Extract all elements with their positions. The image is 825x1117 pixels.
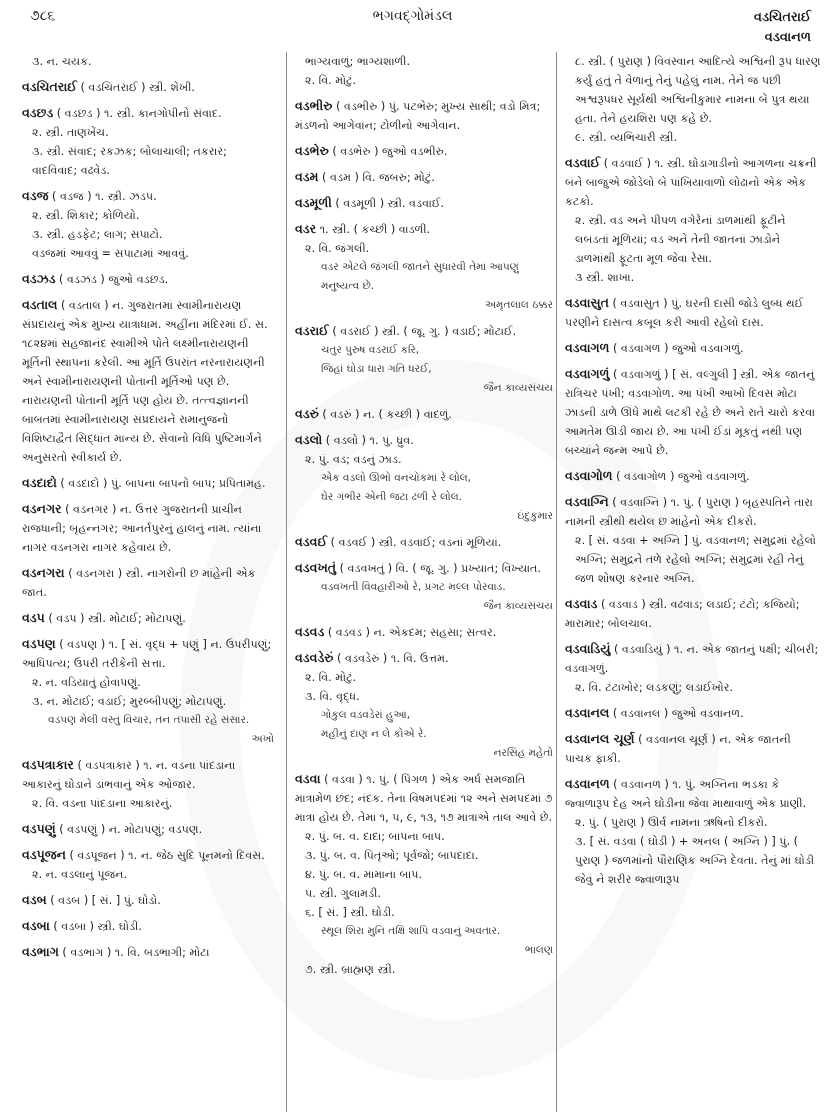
definition-text: ૩. પું. બ. વ. પિતૃઓ; પૂર્વજો; બાપદાદા. [305, 849, 479, 862]
dictionary-columns [0, 52, 825, 1117]
quotation-source: જૈન કાવ્યસંચય [483, 600, 553, 612]
definition-text: ( વડતાલ ) ન. ગુજરાતમાં સ્વામીનારાયણ સંપ્રદાયનું એક મુખ્ય યાત્રાધામ. અહીંના મંદિરમાં ઈ. સ. ૧૮૨૪માં સહજાનંદ સ્વામીએ પોતે લક્ષ્મીનારાયણની મૂર્તિની સ્થાપના કરેલી. આ મૂર્તિ ઉપરાંત નરનારાયણની અને સ્વામીનારાયણની પોતાની મૂર્તિઓ પણ છે. નારાયણની પોતાની મૂર્તિ પણ હોય છે. તત્ત્વજ્ઞાનની બાબતમાં સ્વામીનારાયણ સંપ્રદાયને રામાનુજનો વિશિષ્ટાદ્વૈત સિદ્ધાંત માન્ય છે. સેવાનો વિધિ પુષ્ટિમાર્ગને અનુસરતો સ્વીકાર્ય છે. [22, 299, 268, 464]
quotation-source: નરસિંહ મહેતો [493, 747, 553, 759]
definition-text: ૨. પું. બ. વ. દાદા; બાપના બાપ. [305, 830, 445, 843]
dictionary-entry [22, 103, 274, 180]
headword: વડરું [295, 406, 319, 421]
headword: વડવડ [295, 624, 325, 639]
definition-text: ( વડદાદો ) પું. બાપના બાપનો બાપ; પ્રપિતામહ. [60, 477, 266, 490]
headword: વડવાગોળ [565, 468, 613, 483]
headword: વડવાનલ [565, 705, 610, 720]
dictionary-entry [565, 52, 821, 147]
headword: વડરાઈ [295, 323, 329, 338]
definition-text: ( વડભેરુ ) જુઓ વડભીરુ. [332, 145, 448, 158]
definition-text: ૯. સ્ત્રી. વ્યભિચારી સ્ત્રી. [575, 131, 678, 144]
definition-text: ( વડઝડ ) જુઓ વડછડ. [59, 273, 169, 286]
definition-text: ૫. સ્ત્રી. ગુલામડી. [305, 887, 381, 900]
quotation-source: અખો [251, 733, 274, 745]
column-3 [556, 52, 821, 1112]
headword: વડવઈ [295, 534, 328, 549]
definition-text: ( વડરાઈ ) સ્ત્રી. ( જૂ. ગુ. ) વડાઈ; મોટાઈ. [332, 325, 517, 338]
dictionary-entry [22, 890, 274, 910]
definition-text: ૨. સ્ત્રી. તાણખેંચ. [32, 126, 109, 139]
dictionary-entry [295, 219, 553, 315]
dictionary-entry [565, 364, 821, 460]
definition-text: ૩. વિ. વૃદ્ધ. [305, 690, 360, 703]
definition-text: ( વડવાઈ ) ૧. સ્ત્રી. ઘોડાગાડીનો આગળના ચક્રની બંને બાજુએ જોડેલો બે પાંખિયાવાળો લોઢાનો એક એક કટકો. [565, 157, 817, 208]
headword: વડભાગ [22, 944, 59, 959]
dictionary-entry [565, 153, 821, 287]
definition-text: ( વડલો ) ૧. પું. ધ્રુવ. [325, 434, 414, 447]
quotation: એક વડલો ઊભો વનચોકમાં રે લોલ, [321, 472, 471, 484]
headword: વડવડેરું [295, 650, 334, 665]
headword: વડવાનળ [565, 776, 610, 791]
headword: વડવા [295, 771, 321, 786]
dictionary-entry [22, 186, 274, 263]
dictionary-entry [295, 141, 553, 161]
definition-text: ( વડનગર ) ન. ઉત્તર ગુજરાતની પ્રાચીન રાજધાની; બૃહન્નગર; આનર્તપુરનું હાલનું નામ. ત્યાંના નાગર વડનગરા નાગર કહેવાય છે. [22, 503, 262, 554]
definition-text: ( વડપણું ) ન. મોટાપણું; વડપણ. [59, 823, 203, 836]
definition-text: ( વડનગરા ) સ્ત્રી. નાગરોની છ માંહેની એક જાત. [22, 567, 256, 599]
definition-text: ( વડવાગ્નિ ) ૧. પું. ( પુરાણ ) બૃહસ્પતિને તારા નામની સ્ત્રીથી થયેલ છ માંહેનો એક દીકરો. [565, 496, 813, 528]
dictionary-entry [295, 193, 553, 213]
dictionary-entry [295, 404, 553, 424]
dictionary-entry [22, 755, 274, 813]
definition-text: ૨. વિ. મોટું. [305, 74, 357, 87]
headword: વડવાગળું [565, 366, 610, 381]
dictionary-entry [565, 293, 821, 332]
dictionary-entry [565, 492, 821, 588]
dictionary-entry [565, 729, 821, 768]
dictionary-entry [22, 563, 274, 602]
headword: વડપણું [22, 821, 56, 836]
headword: વડવાગળ [565, 340, 610, 355]
quotation: સ્થૂલ શિરા મુનિ તક્ષિ શાપિ વડવાનું અવતાર. [321, 925, 501, 937]
quotation: જિહાં ઘોડા ધારા ગતિ ધરઈ, [321, 363, 432, 375]
definition-text: ( વડભાગ ) ૧. વિ. બડભાગી; મોટા [62, 946, 210, 959]
definition-text: ( વડવાડ ) સ્ત્રી. વઢવાડ; લડાઈ; ટંટો; કજિયો; મારામાર; બોલચાલ. [565, 598, 800, 630]
definition-text: ( વડવાસુત ) પું. ઘરની દાસી જોડે લુબ્ધ થઈ પરણીને દાસત્વ કબૂલ કરી આવી રહેલો દાસ. [565, 297, 804, 329]
headword: વડવાઈ [565, 155, 601, 170]
headword: વડબા [22, 918, 50, 933]
dictionary-entry [295, 532, 553, 552]
definition-text: ૬. [ સં. ] સ્ત્રી. ઘોડી. [305, 906, 395, 919]
dictionary-entry [565, 466, 821, 486]
dictionary-entry [22, 295, 274, 467]
quotation-source: ભાલણ [524, 944, 553, 956]
quotation: ચતુર પુરુષ વડરાઈ કરિ, [321, 344, 420, 356]
headword: વડચિતરાઈ [22, 79, 77, 94]
dictionary-entry [22, 608, 274, 628]
headword: વડમૂળી [295, 195, 332, 210]
quotation: વડર એટલે જંગલી જાતને સુધારવી તેમાં આપણું મનુષ્યત્વ છે. [321, 261, 519, 292]
headword: વડદાદો [22, 475, 57, 490]
dictionary-entry [22, 845, 274, 884]
dictionary-entry [295, 648, 553, 763]
guide-word-last: વડવાનળ [764, 30, 811, 45]
dictionary-entry [565, 639, 821, 697]
quotation: મહીનું દાણ ન લે કોએ રે. [321, 728, 427, 740]
headword: વડબ [22, 892, 47, 907]
definition-text: ( વડપ ) સ્ત્રી. મોટાઈ; મોટાપણું. [48, 612, 186, 625]
definition-text: ( વડરું ) ન. ( કચ્છી ) વાદળું. [322, 408, 452, 421]
definition-text: ( વડવાગોળ ) જુઓ વડવાગળું. [616, 470, 750, 483]
headword: વડવાગ્નિ [565, 494, 609, 509]
definition-text: ૩. ન. ચયક. [32, 55, 92, 68]
definition-text: ૩ સ્ત્રી. શાખા. [575, 271, 635, 284]
dictionary-entry [565, 338, 821, 358]
definition-text: ( વડબા ) સ્ત્રી. ઘોડી. [53, 920, 142, 933]
column-2 [286, 52, 553, 1112]
definition-text: ( વડવાગળું ) [ સં. વલ્ગુલી ] સ્ત્રી. એક જાતનું રાત્રિચર પંખી; વડવાગોળ. આ પંખી આખો દિવસ મોટા ઝાડની ડાળે ઊંધે માથે લટકી રહે છે અને રાતે ચારો કરવા આમતેમ ઊડી જાય છે. આ પંખી ઈંડાં મૂકતું નથી પણ બચ્ચાંને જન્મ આપે છે. [565, 368, 815, 457]
definition-text: ૨. પું. વડ; વડનું ઝાડ. [305, 453, 402, 466]
definition-text: ભાગ્યવાળું; ભાગ્યશાળી. [305, 55, 411, 68]
headword: વડવખતું [295, 560, 337, 575]
guide-words [754, 8, 811, 48]
dictionary-entry [22, 269, 274, 289]
headword: વડઝડ [22, 271, 56, 286]
dictionary-entry [22, 52, 274, 71]
dictionary-entry [295, 430, 553, 526]
quotation-source: ઇંદુકુમાર [517, 510, 553, 522]
dictionary-entry [565, 594, 821, 633]
definition-text: વડજમાં આવવું = સપાટામાં આવવું. [32, 247, 189, 260]
headword: વડવાસુત [565, 295, 609, 310]
definition-text: ૨. [ સં. વડવા + અગ્નિ ] પું. વડવાનળ; સમુદ્રમાં રહેલો અગ્નિ; સમુદ્રને તળે રહેલો અગ્નિ; સમુદ્રમાં રહી તેનું જળ શોષણ કરનાર અગ્નિ. [575, 534, 816, 585]
definition-text: ( વડપણ ) ૧. [ સં. વૃદ્ધ + પણું ] ન. ઉપરીપણું; આધિપત્ય; ઉપરી તરીકેની સત્તા. [22, 638, 272, 670]
headword: વડલો [295, 432, 323, 447]
dictionary-entry [565, 774, 821, 889]
page-title: ભગવદ્ગોમંડલ [372, 8, 453, 24]
dictionary-entry [22, 942, 274, 962]
headword: વડર [295, 221, 317, 236]
definition-text: ( વડછડ ) ૧. સ્ત્રી. કાનગોપીનો સંવાદ. [56, 107, 222, 120]
definition-text: ૨. વિ. મોટું. [305, 671, 357, 684]
headword: વડનગરા [22, 565, 65, 580]
definition-text: ( વડવડ ) ન. એકદમ; સહસા; સત્વર. [327, 626, 497, 639]
definition-text: ( વડવા ) ૧. પું. ( પિંગળ ) એક અર્ધ સમજાતિ માત્રામેળ છંદ; નંદક. તેના વિષમપદમાં ૧૨ અને સમપદમાં ૭ માત્રા હોય છે. તેમાં ૧, ૫, ૯, ૧૩, ૧૭ માત્રાએ તાલ આવે છે. [295, 773, 553, 824]
quotation: વડપણ મેલી વસ્તુ વિચાર, તન તપાસી રહે સંસાર. [48, 714, 250, 726]
definition-text: ૩. [ સં. વડવા ( ઘોડી ) + અનલ ( અગ્નિ ) ] પું. ( પુરાણ ) જળમાંનો પૌરાણિક અગ્નિ દેવતા. તેનું માં ઘોડી જેવું ને શરીર જ્વાળારૂપ [575, 835, 815, 886]
headword: વડમ [295, 169, 319, 184]
headword: વડવાનલ ચૂર્ણ [565, 731, 635, 746]
definition-text: ૮. સ્ત્રી. ( પુરાણ ) વિવસ્વાન આદિત્યે અશ્વિની રૂપ ધારણ કર્યું હતું તે વેળાનું તેનું પહેલું નામ. તેને જ પછી અશ્વરૂપધર સૂર્યથી અશ્વિનીકુમાર નામના બે પુત્ર થયા હતા. તેને હયશિરા પણ કહે છે. [575, 55, 821, 125]
definition-text: ( વડવડેરું ) ૧. વિ. ઉત્તમ. [337, 652, 449, 665]
definition-text: ( વડચિતરાઈ ) સ્ત્રી. શેખી. [80, 81, 195, 94]
dictionary-entry [295, 558, 553, 616]
dictionary-entry [22, 77, 274, 97]
headword: વડપત્રાકાર [22, 757, 74, 772]
dictionary-entry [22, 819, 274, 839]
dictionary-entry [295, 52, 553, 90]
definition-text: ૧. સ્ત્રી. ( કચ્છી ) વાડળી. [319, 223, 431, 236]
definition-text: ( વડમ ) વિ. જબરું; મોટું. [322, 171, 435, 184]
dictionary-entry [565, 703, 821, 723]
dictionary-entry [295, 769, 553, 979]
definition-text: ૩. સ્ત્રી. હડફેટ; લાગ; સપાટો. [32, 228, 163, 241]
headword: વડપ [22, 610, 45, 625]
definition-text: ( વડવાનળ ) ૧. પું. અગ્નિના ભડકા કે જ્વાળારૂપ દેહ અને ઘોડીના જેવા માથાવાળું એક પ્રાણી. [565, 778, 807, 810]
headword: વડભીરુ [295, 98, 333, 113]
dictionary-entry [295, 622, 553, 642]
definition-text: ૩. સ્ત્રી. સંવાદ; રકઝક; બોલાચાલી; તકરાર; વાદવિવાદ; વઢવેડ. [32, 145, 227, 177]
quotation: વડવખતી વિવહારીઓ રે, પ્રગટ મલ્લ પોરવાડ. [321, 581, 506, 593]
quotation-source: અમૃતલાલ ઠક્કર [484, 299, 553, 311]
definition-text: ( વડવાગળ ) જુઓ વડવાગળું. [612, 342, 744, 355]
dictionary-entry [22, 473, 274, 493]
definition-text: ૨. વિ. વડના પાંદડાના આકારનું. [32, 797, 173, 810]
definition-text: ૨. ન. વડિયાતું હોવાપણું. [32, 676, 141, 689]
definition-text: ૨. ન. વડલાનું પૂજન. [32, 868, 128, 881]
page-number: ૭૮૬ [30, 8, 56, 24]
dictionary-entry [295, 96, 553, 135]
definition-text: ( વડવાડિયું ) ૧. ન. એક જાતનું પક્ષી; ચીબરી; વડવાગળું. [565, 643, 819, 675]
definition-text: ૨. સ્ત્રી. વડ અને પીપળ વગેરેનાં ડાળમાંથી ફૂટીને લબડતાં મૂળિયાં; વડ અને તેની જાતનાં ઝાડોને ડાળમાંથી ફૂટતા મૂળ જેવા રેસા. [575, 214, 786, 265]
definition-text: ૪. પું. બ. વ. મામાના બાપ. [305, 868, 423, 881]
quotation: ગોકુલ વડવડેરાં હુઆં, [321, 709, 411, 721]
definition-text: ( વડબ ) [ સં. ] પું. ઘોડો. [50, 894, 161, 907]
definition-text: ૨. પું. ( પુરાણ ) ઊર્વ નામના ઋષિનો દીકરો. [575, 816, 768, 829]
definition-text: ( વડવઈ ) સ્ત્રી. વડવાઈ; વડનાં મૂળિયાં. [330, 536, 502, 549]
definition-text: ૭. સ્ત્રી. બ્રાહ્મણ સ્ત્રી. [305, 963, 396, 976]
column-1 [22, 52, 274, 1112]
definition-text: ( વડવખતું ) વિ. ( જૂ. ગુ. ) પ્રખ્યાત; વિખ્યાત. [339, 562, 541, 575]
headword: વડતાલ [22, 297, 58, 312]
definition-text: ૨. વિ. ટંટાખોર; લડકણું; લડાઈખોર. [575, 681, 734, 694]
definition-text: ( વડજ ) ૧. સ્ત્રી. ઝડપ. [52, 190, 157, 203]
dictionary-entry [22, 634, 274, 749]
dictionary-entry [295, 321, 553, 398]
definition-text: ( વડપત્રાકાર ) ૧. ન. વડના પાંદડાના આકારનું ઘોડાને ડાંભવાનું એક ઓજાર. [22, 759, 236, 791]
quotation: ઘેર ગંભીર એની જટા ઢળી રે લોલ. [321, 491, 463, 503]
definition-text: ( વડપૂજન ) ૧. ન. જેઠ સુદિ પૂનમનો દિવસ. [69, 849, 265, 862]
guide-word-first: વડચિતરાઈ [753, 10, 811, 25]
headword: વડનગર [22, 501, 62, 516]
definition-text: ( વડવાનલ ) જુઓ વડવાનળ. [612, 707, 744, 720]
headword: વડવાડ [565, 596, 598, 611]
headword: વડજ [22, 188, 49, 203]
dictionary-entry [295, 167, 553, 187]
dictionary-entry [22, 916, 274, 936]
headword: વડપૂજન [22, 847, 66, 862]
definition-text: ૨. વિ. જંગલી. [305, 242, 370, 255]
headword: વડવાડિયું [565, 641, 611, 656]
definition-text: ૨. સ્ત્રી. શિકાર; કોળિયો. [32, 209, 140, 222]
headword: વડભેરુ [295, 143, 329, 158]
dictionary-entry [22, 499, 274, 557]
definition-text: ( વડભીરુ ) પું. પટભેરુ; મુખ્ય સાથી; વડો મિત્ર; મંડળનો આગેવાન; ટોળીનો આગેવાન. [295, 100, 541, 132]
headword: વડછડ [22, 105, 54, 120]
definition-text: ( વડવાનલ ચૂર્ણ ) ન. એક જાતની પાચક ફાકી. [565, 733, 791, 765]
definition-text: ( વડમૂળી ) સ્ત્રી. વડવાઈ. [335, 197, 445, 210]
headword: વડપણ [22, 636, 56, 651]
quotation-source: જૈન કાવ્યસંચય [483, 382, 553, 394]
definition-text: ૩. ન. મોટાઈ; વડાઈ; મુરબ્બીપણું; મોટાપણું. [32, 695, 227, 708]
